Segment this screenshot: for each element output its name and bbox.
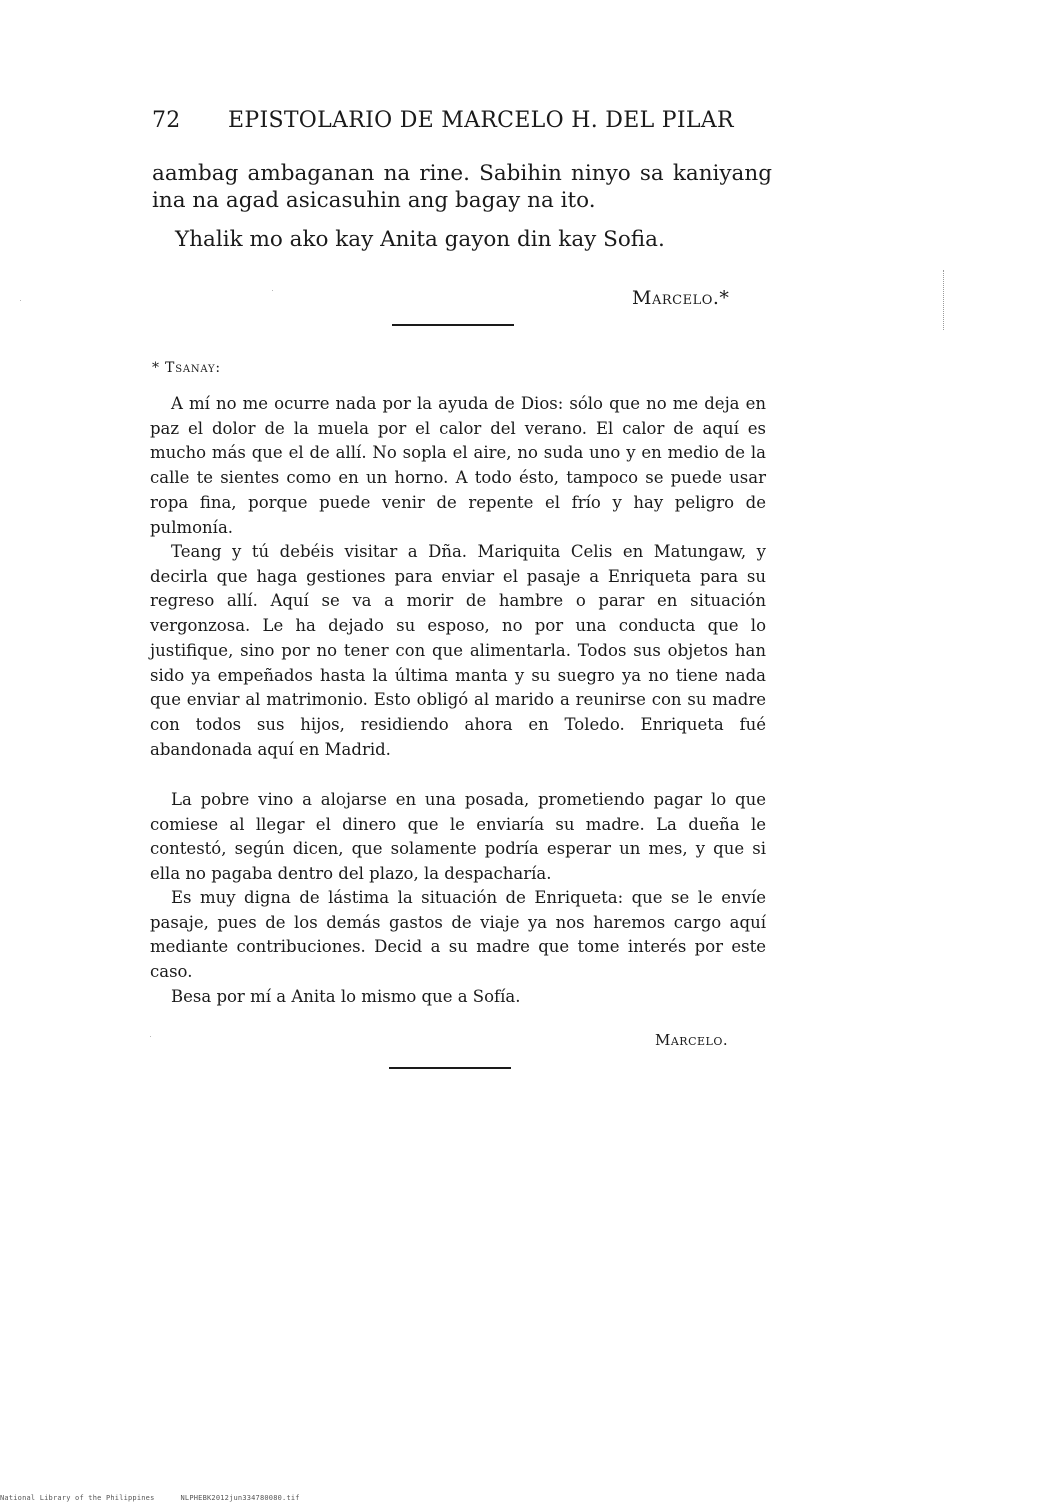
footnote-label: * Tsanay: <box>152 360 221 376</box>
running-header <box>152 108 734 142</box>
footnote-paragraph: Besa por mí a Anita lo mismo que a Sofía. <box>171 987 521 1006</box>
running-title: EPISTOLARIO DE MARCELO H. DEL PILAR <box>228 108 734 133</box>
footnote-paragraph: Teang y tú debéis visitar a Dña. Mariquita Celis en Matungaw, y decirla que haga gestiones para enviar el pasaje a Enriqueta para su regreso allí. Aquí se va a morir de hambre o parar en situación vergonzosa. Le ha dejado su esposo, no por una conducta que lo justifique, sino por no tener con que alimentarla. Todos sus objetos han sido ya empeñados hasta la última manta y su suegro ya no tiene nada que enviar al matrimonio. Esto obligó al marido a reunirse con su madre con todos sus hijos, residiendo ahora en Toledo. Enriqueta fué abandonada aquí en Madrid. <box>150 542 766 759</box>
scan-margin-mark <box>943 270 945 330</box>
footer-identifier: NLPHEBK2012jun334780080.tif <box>180 1494 300 1502</box>
scan-speck <box>272 290 273 291</box>
scan-speck <box>150 1036 151 1037</box>
letter-paragraph: aambag ambaganan na rine. Sabihin ninyo sa kaniyang ina na agad asicasuhin ang bagay na ito. <box>152 161 772 213</box>
letter-signature: Marcelo.* <box>632 287 730 309</box>
letter-paragraph: Yhalik mo ako kay Anita gayon din kay Sofia. <box>175 227 665 252</box>
end-divider <box>389 1067 511 1069</box>
scan-footer <box>0 1494 300 1502</box>
footnote-paragraph: La pobre vino a alojarse en una posada, prometiendo pagar lo que comiese al llegar el dinero que le enviaría su madre. La dueña le contestó, según dicen, que solamente podría esperar un mes, y que si ella no pagaba dentro del plazo, la despacharía. <box>150 790 766 884</box>
page-number: 72 <box>152 108 181 133</box>
scan-speck <box>20 300 21 301</box>
section-divider <box>392 324 514 326</box>
footnote-signature: Marcelo. <box>655 1031 729 1049</box>
footnote-paragraph: A mí no me ocurre nada por la ayuda de Dios: sólo que no me deja en paz el dolor de la muela por el calor del verano. El calor de aquí es mucho más que el de allí. No sopla el aire, no suda uno y en medio de la calle te sientes como en un horno. A todo ésto, tampoco se puede usar ropa fina, porque puede venir de repente el frío y hay peligro de pulmonía. <box>150 394 766 537</box>
footer-library: National Library of the Philippines <box>0 1494 155 1502</box>
footnote-paragraph: Es muy digna de lástima la situación de Enriqueta: que se le envíe pasaje, pues de los demás gastos de viaje ya nos haremos cargo aquí mediante contribuciones. Decid a su madre que tome interés por este caso. <box>150 888 766 982</box>
